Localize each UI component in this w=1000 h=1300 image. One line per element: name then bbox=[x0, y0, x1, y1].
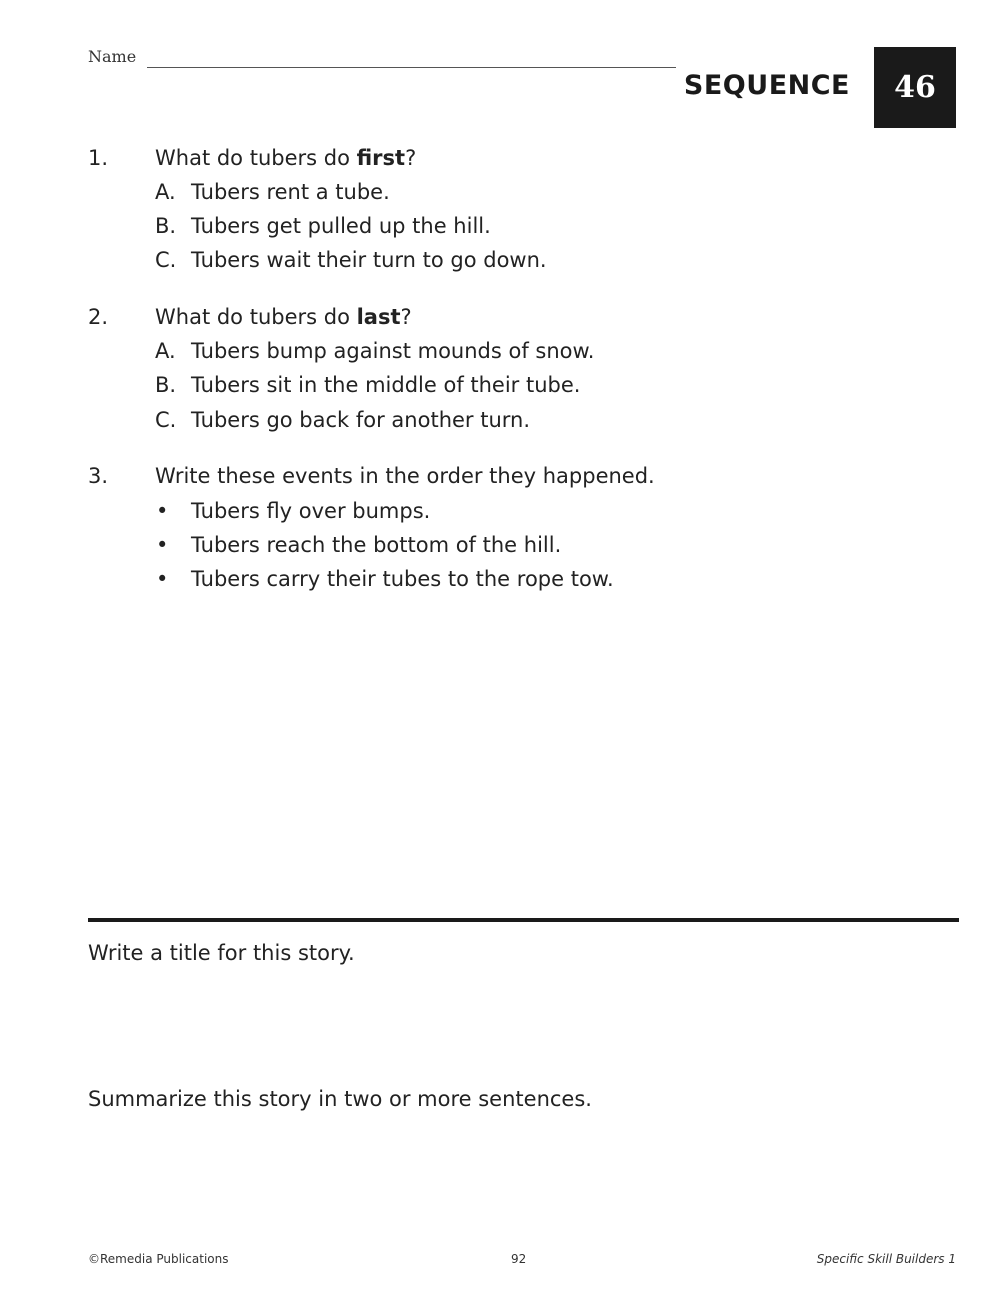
question-prompt bbox=[155, 302, 412, 332]
name-label: Name bbox=[88, 47, 137, 66]
page-number-badge-text: 46 bbox=[894, 70, 936, 105]
question-prompt: Write these events in the order they happened. bbox=[155, 464, 655, 488]
option-text: Tubers wait their turn to go down. bbox=[191, 248, 547, 272]
prompt-text: What do tubers do bbox=[155, 146, 357, 170]
name-field-line[interactable] bbox=[147, 67, 676, 68]
option-text: Tubers rent a tube. bbox=[191, 180, 390, 204]
question-number: 2. bbox=[88, 305, 109, 329]
option-letter: C. bbox=[155, 248, 177, 272]
option-text: Tubers go back for another turn. bbox=[191, 408, 531, 432]
event-text: Tubers reach the bottom of the hill. bbox=[191, 533, 562, 557]
bullet-icon: • bbox=[156, 533, 169, 557]
section-title: SEQUENCE bbox=[683, 70, 850, 101]
prompt-text: ? bbox=[405, 146, 417, 170]
prompt-emphasis: last bbox=[356, 305, 401, 329]
question-number: 1. bbox=[88, 146, 109, 170]
prompt-emphasis: first bbox=[356, 146, 406, 170]
question-prompt bbox=[155, 143, 416, 173]
page-number-badge bbox=[874, 47, 956, 128]
section-divider bbox=[88, 918, 959, 922]
footer-book-title: Specific Skill Builders 1 bbox=[816, 1252, 956, 1266]
footer-publisher: ©Remedia Publications bbox=[88, 1252, 229, 1266]
summary-prompt: Summarize this story in two or more sentences. bbox=[88, 1087, 592, 1111]
footer-page-number: 92 bbox=[511, 1252, 527, 1266]
option-text: Tubers get pulled up the hill. bbox=[191, 214, 491, 238]
option-text: Tubers bump against mounds of snow. bbox=[191, 339, 595, 363]
question-number: 3. bbox=[88, 464, 109, 488]
option-text: Tubers sit in the middle of their tube. bbox=[191, 373, 581, 397]
bullet-icon: • bbox=[156, 499, 169, 523]
option-letter: A. bbox=[155, 339, 176, 363]
option-letter: B. bbox=[155, 373, 177, 397]
option-letter: C. bbox=[155, 408, 177, 432]
option-letter: B. bbox=[155, 214, 177, 238]
prompt-text: ? bbox=[400, 305, 412, 329]
event-text: Tubers fly over bumps. bbox=[191, 499, 431, 523]
event-text: Tubers carry their tubes to the rope tow. bbox=[191, 567, 614, 591]
prompt-text: What do tubers do bbox=[155, 305, 357, 329]
title-prompt: Write a title for this story. bbox=[88, 941, 355, 965]
option-letter: A. bbox=[155, 180, 176, 204]
bullet-icon: • bbox=[156, 567, 169, 591]
